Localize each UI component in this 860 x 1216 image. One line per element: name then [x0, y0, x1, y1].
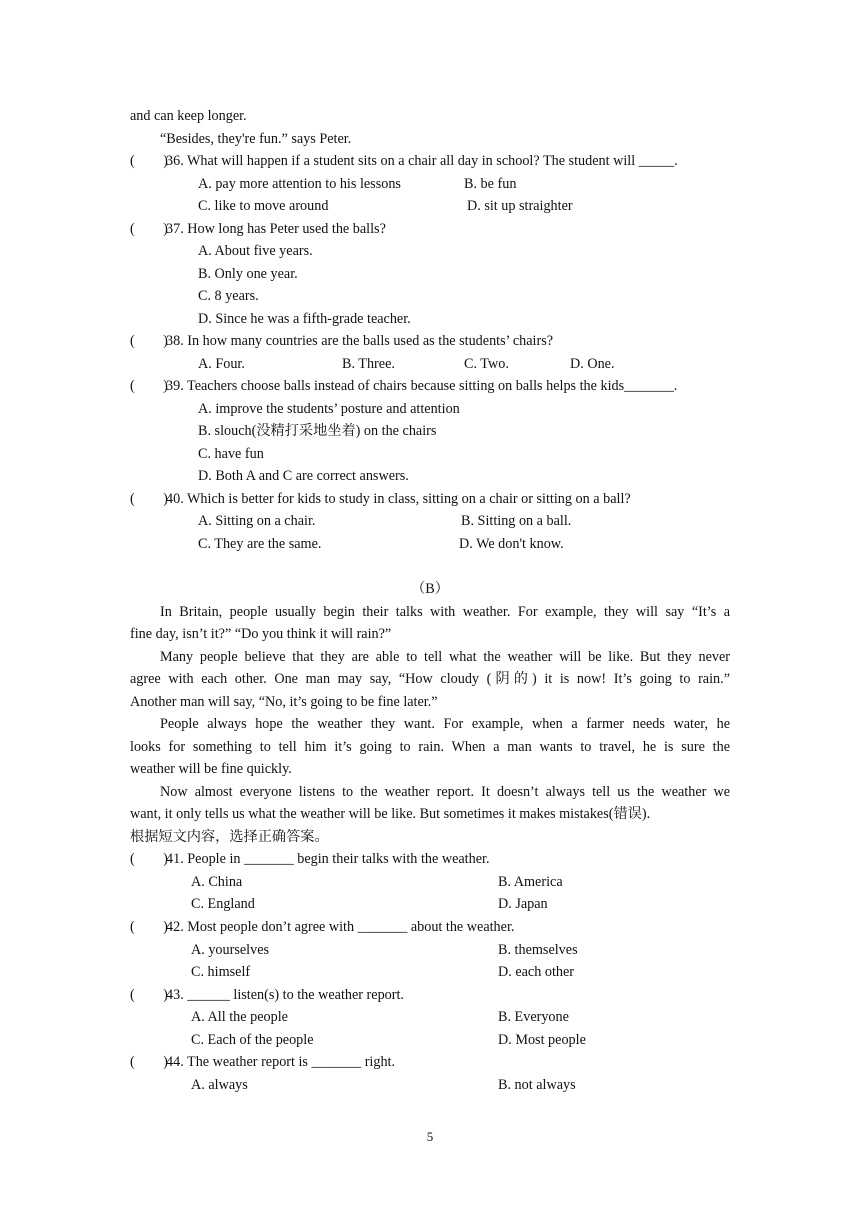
question-stem: 38. In how many countries are the balls used as the students’ chairs? — [166, 333, 554, 349]
answer-blank: ( ) — [130, 1054, 168, 1070]
option: A. pay more attention to his lessons — [198, 176, 401, 192]
question-stem: 44. The weather report is _______ right. — [166, 1054, 396, 1070]
option: C. England — [191, 896, 255, 912]
answer-blank: ( ) — [130, 378, 168, 394]
option: C. Each of the people — [191, 1032, 314, 1048]
option: D. We don't know. — [459, 536, 564, 552]
passage-line: Another man will say, “No, it’s going to be fine later.” — [130, 694, 438, 710]
passage-line: looks for something to tell him it’s going to rain. When a man wants to travel, he is sure the — [130, 739, 730, 755]
option: D. each other — [498, 964, 575, 980]
section-heading: （B） — [411, 581, 449, 597]
option: C. 8 years. — [198, 288, 259, 304]
option: C. have fun — [198, 446, 264, 462]
option: D. Since he was a fifth-grade teacher. — [198, 311, 411, 327]
passage-line: “Besides, they're fun.” says Peter. — [160, 131, 352, 147]
option: B. not always — [498, 1077, 576, 1093]
question-stem: 36. What will happen if a student sits on a chair all day in school? The student will _____. — [166, 153, 678, 169]
option: D. Most people — [498, 1032, 586, 1048]
option: A. always — [191, 1077, 248, 1093]
question-stem: 40. Which is better for kids to study in class, sitting on a chair or sitting on a ball? — [166, 491, 631, 507]
option: D. Both A and C are correct answers. — [198, 468, 409, 484]
passage-line: People always hope the weather they want. For example, when a farmer needs water, he — [160, 716, 730, 732]
answer-blank: ( ) — [130, 333, 168, 349]
option: B. slouch(没精打采地坐着) on the chairs — [198, 423, 437, 439]
option: B. Sitting on a ball. — [461, 513, 572, 529]
option: C. like to move around — [198, 198, 329, 214]
question-stem: 42. Most people don’t agree with _______ about the weather. — [166, 919, 515, 935]
option: B. be fun — [464, 176, 517, 192]
option: C. Two. — [464, 356, 509, 372]
option: B. America — [498, 874, 563, 890]
passage-line: weather will be fine quickly. — [130, 761, 292, 777]
passage-line: fine day, isn’t it?” “Do you think it will rain?” — [130, 626, 392, 642]
passage-line: Many people believe that they are able to tell what the weather will be like. But they never — [160, 649, 730, 665]
option: A. Sitting on a chair. — [198, 513, 316, 529]
option: A. China — [191, 874, 243, 890]
answer-blank: ( ) — [130, 987, 168, 1003]
page-number: 5 — [426, 1129, 434, 1144]
option: C. They are the same. — [198, 536, 322, 552]
option: B. Three. — [342, 356, 395, 372]
passage-line: and can keep longer. — [130, 108, 247, 124]
question-stem: 39. Teachers choose balls instead of chairs because sitting on balls helps the kids_______. — [166, 378, 678, 394]
option: A. All the people — [191, 1009, 288, 1025]
question-stem: 41. People in _______ begin their talks with the weather. — [166, 851, 490, 867]
instruction: 根据短文内容，选择正确答案。 — [130, 829, 329, 845]
answer-blank: ( ) — [130, 153, 168, 169]
passage-line: agree with each other. One man may say, “How cloudy (阴的) it is now! It’s going to rain.” — [130, 671, 730, 687]
option: B. Everyone — [498, 1009, 569, 1025]
answer-blank: ( ) — [130, 919, 168, 935]
answer-blank: ( ) — [130, 851, 168, 867]
option: D. One. — [570, 356, 615, 372]
answer-blank: ( ) — [130, 221, 168, 237]
option: A. About five years. — [198, 243, 313, 259]
option: D. Japan — [498, 896, 548, 912]
option: B. Only one year. — [198, 266, 298, 282]
passage-line: Now almost everyone listens to the weather report. It doesn’t always tell us the weather we — [160, 784, 730, 800]
option: A. improve the students’ posture and attention — [198, 401, 460, 417]
option: A. Four. — [198, 356, 245, 372]
option: C. himself — [191, 964, 251, 980]
question-stem: 37. How long has Peter used the balls? — [166, 221, 386, 237]
question-stem: 43. ______ listen(s) to the weather report. — [166, 987, 404, 1003]
passage-line: want, it only tells us what the weather will be like. But sometimes it makes mistakes(错误). — [130, 806, 651, 822]
passage-line: In Britain, people usually begin their talks with weather. For example, they will say “It’s a — [160, 604, 730, 620]
answer-blank: ( ) — [130, 491, 168, 507]
option: B. themselves — [498, 942, 578, 958]
option: A. yourselves — [191, 942, 270, 958]
option: D. sit up straighter — [467, 198, 573, 214]
